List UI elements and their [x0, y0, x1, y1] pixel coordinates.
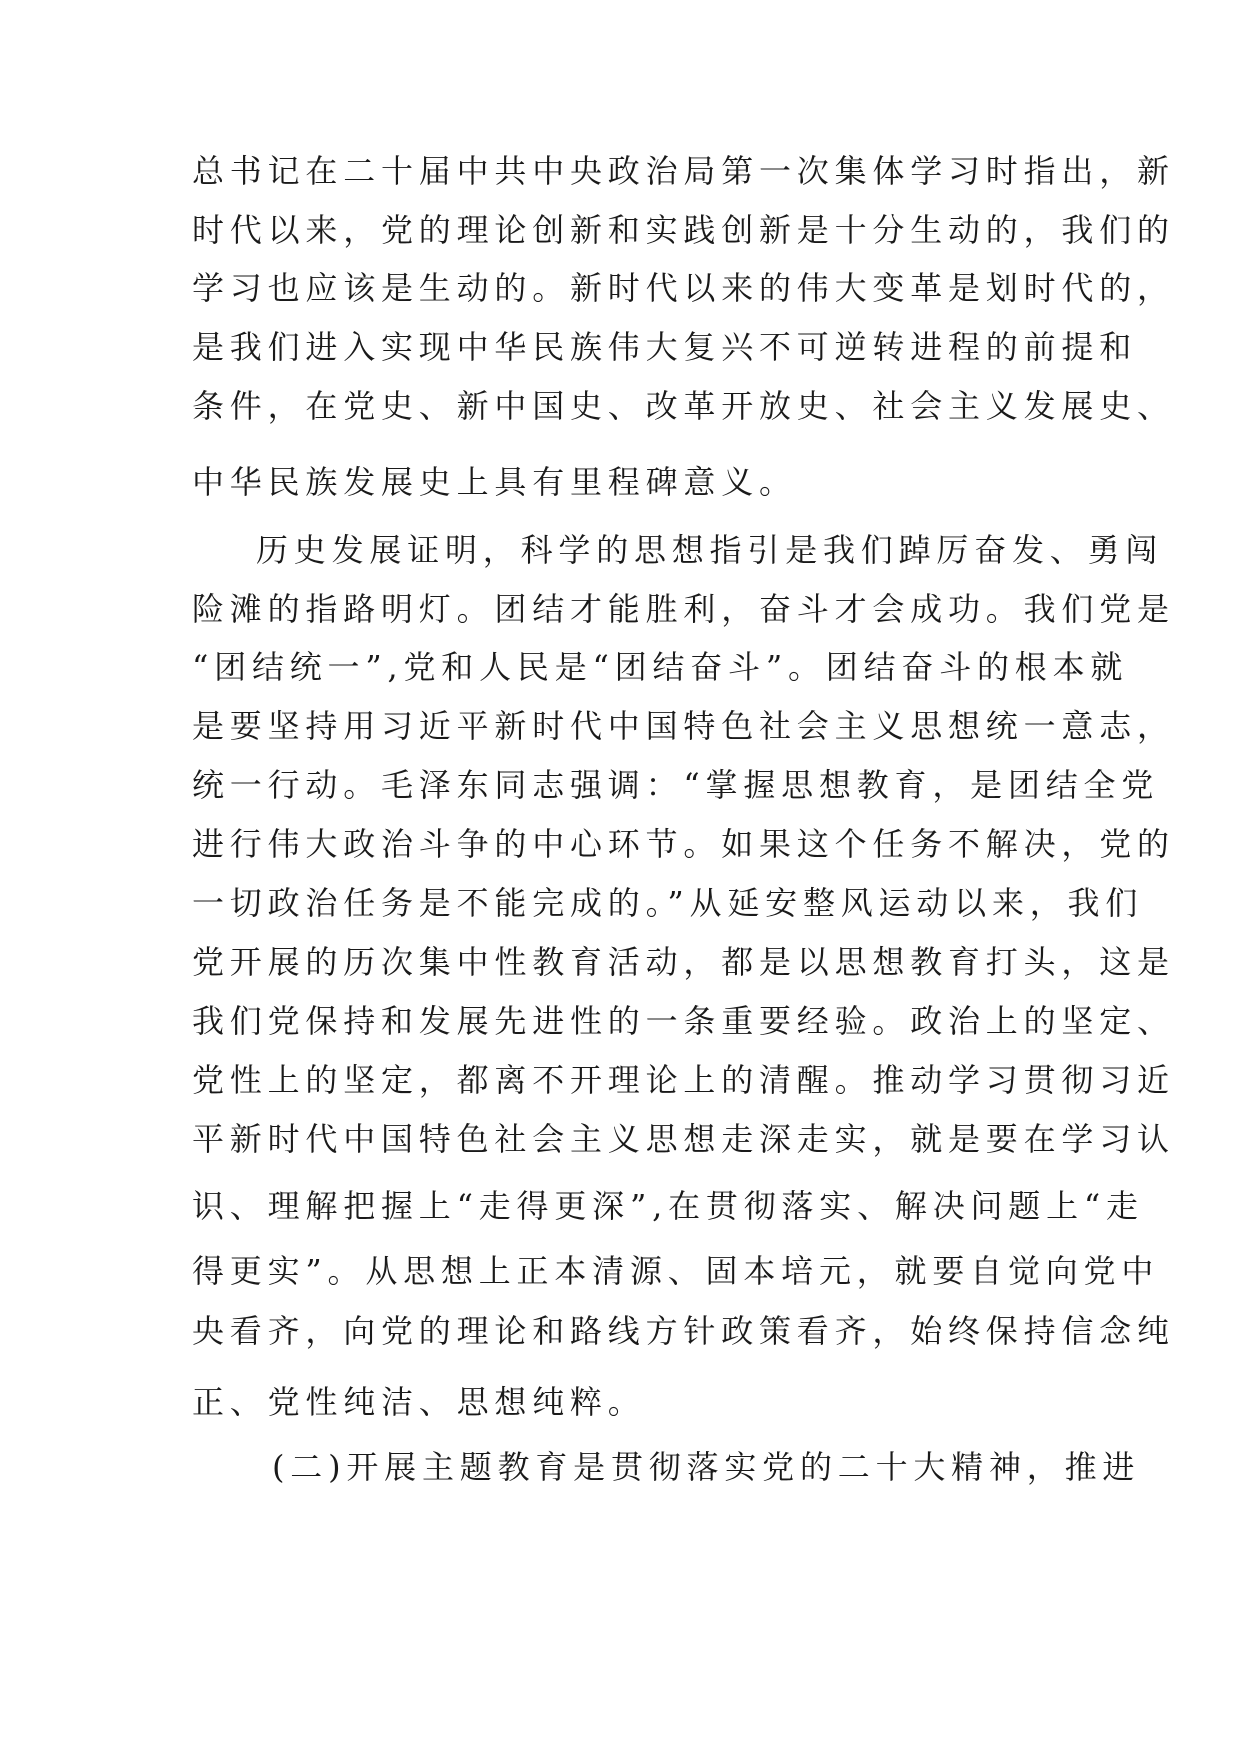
text-line: 中华民族发展史上具有里程碑意义。	[192, 463, 797, 501]
text-line: 平新时代中国特色社会主义思想走深走实，就是要在学习认	[192, 1120, 1175, 1158]
text-line: 时代以来，党的理论创新和实践创新是十分生动的，我们的	[192, 211, 1175, 249]
text-line: “团结统一”,党和人民是“团结奋斗”。团结奋斗的根本就	[192, 648, 1129, 686]
text-line: 党开展的历次集中性教育活动，都是以思想教育打头，这是	[192, 943, 1175, 981]
text-line: 得更实”。从思想上正本清源、固本培元，就要自觉向党中	[192, 1252, 1160, 1290]
paragraph-first-line: 历史发展证明，科学的思想指引是我们踔厉奋发、勇闯	[256, 531, 1164, 569]
text-line: 是我们进入实现中华民族伟大复兴不可逆转进程的前提和	[192, 328, 1138, 366]
text-line: 正、党性纯洁、思想纯粹。	[192, 1383, 646, 1421]
section-heading-line: (二)开展主题教育是贯彻落实党的二十大精神，推进	[272, 1448, 1141, 1486]
text-line: 总书记在二十届中共中央政治局第一次集体学习时指出，新	[192, 152, 1175, 190]
text-line: 央看齐，向党的理论和路线方针政策看齐，始终保持信念纯	[192, 1312, 1175, 1350]
text-line: 是要坚持用习近平新时代中国特色社会主义思想统一意志，	[192, 707, 1175, 745]
text-line: 一切政治任务是不能完成的。”从延安整风运动以来，我们	[192, 884, 1144, 922]
text-line: 我们党保持和发展先进性的一条重要经验。政治上的坚定、	[192, 1002, 1175, 1040]
text-line: 进行伟大政治斗争的中心环节。如果这个任务不解决，党的	[192, 825, 1175, 863]
text-line: 统一行动。毛泽东同志强调：“掌握思想教育，是团结全党	[192, 766, 1160, 804]
text-line: 学习也应该是生动的。新时代以来的伟大变革是划时代的，	[192, 269, 1175, 307]
text-line: 识、理解把握上“走得更深”,在贯彻落实、解决问题上“走	[192, 1187, 1144, 1225]
text-line: 险滩的指路明灯。团结才能胜利，奋斗才会成功。我们党是	[192, 590, 1175, 628]
text-line: 党性上的坚定，都离不开理论上的清醒。推动学习贯彻习近	[192, 1061, 1175, 1099]
text-line: 条件，在党史、新中国史、改革开放史、社会主义发展史、	[192, 387, 1175, 425]
